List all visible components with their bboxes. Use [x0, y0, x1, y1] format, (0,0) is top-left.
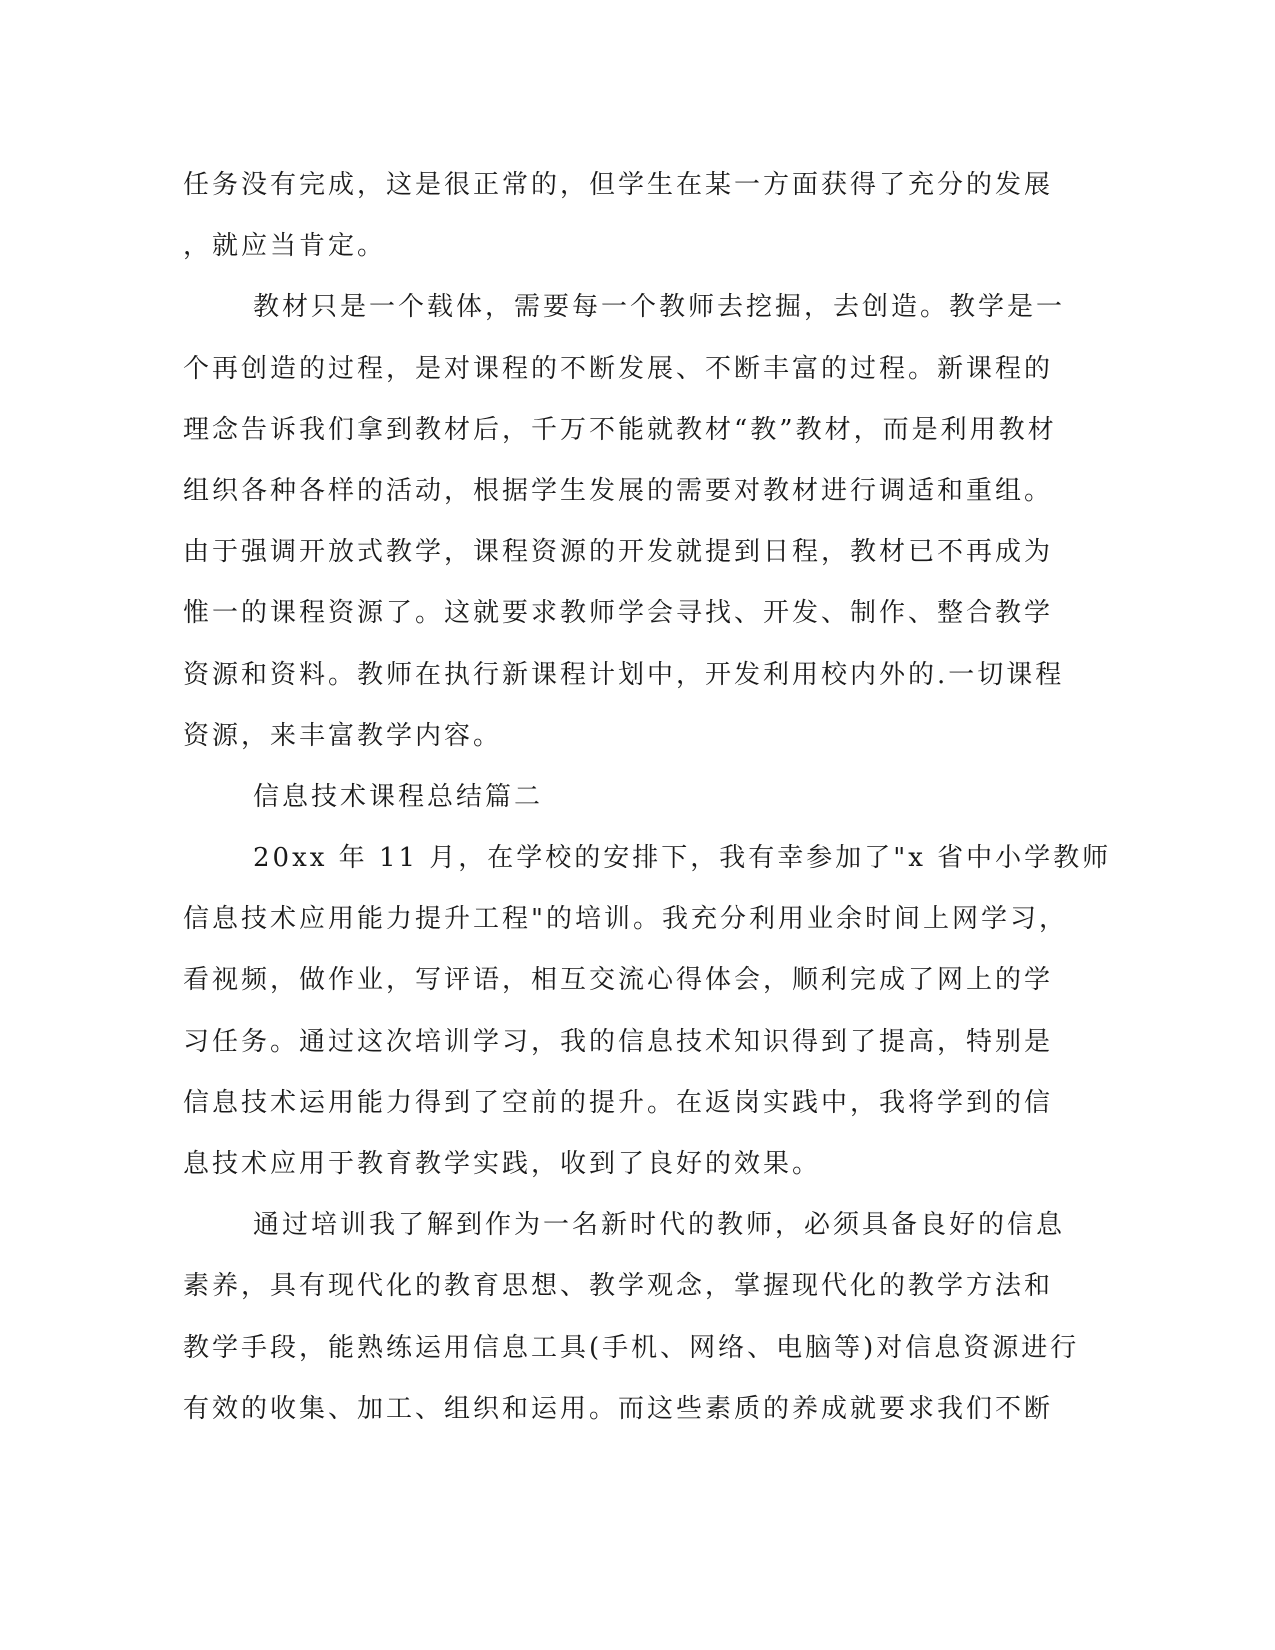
section-heading: 信息技术课程总结篇二 [253, 781, 544, 812]
paragraph-start-line: 通过培训我了解到作为一名新时代的教师，必须具备良好的信息 [253, 1210, 1066, 1241]
text-line: 由于强调开放式教学，课程资源的开发就提到日程，教材已不再成为 [183, 537, 1054, 568]
text-line: 组织各种各样的活动，根据学生发展的需要对教材进行调适和重组。 [183, 475, 1054, 506]
text-line: 信息技术运用能力得到了空前的提升。在返岗实践中，我将学到的信 [183, 1087, 1054, 1118]
text-line: 惟一的课程资源了。这就要求教师学会寻找、开发、制作、整合教学 [183, 598, 1054, 629]
text-line: 有效的收集、加工、组织和运用。而这些素质的养成就要求我们不断 [183, 1393, 1054, 1424]
text-line: 资源和资料。教师在执行新课程计划中，开发利用校内外的.一切课程 [183, 659, 1065, 690]
text-line: 素养，具有现代化的教育思想、教学观念，掌握现代化的教学方法和 [183, 1271, 1054, 1302]
text-line: 个再创造的过程，是对课程的不断发展、不断丰富的过程。新课程的 [183, 353, 1054, 384]
paragraph-start-line: 20xx 年 11 月，在学校的安排下，我有幸参加了"x 省中小学教师 [253, 843, 1112, 874]
text-line: 看视频，做作业，写评语，相互交流心得体会，顺利完成了网上的学 [183, 965, 1054, 996]
text-line: 信息技术应用能力提升工程"的培训。我充分利用业余时间上网学习， [183, 904, 1068, 935]
text-line: 习任务。通过这次培训学习，我的信息技术知识得到了提高，特别是 [183, 1026, 1054, 1057]
text-line: 资源，来丰富教学内容。 [183, 720, 503, 751]
text-line: 教学手段，能熟练运用信息工具(手机、网络、电脑等)对信息资源进行 [183, 1332, 1080, 1363]
text-line: 理念告诉我们拿到教材后，千万不能就教材“教”教材，而是利用教材 [183, 414, 1057, 445]
text-line: 任务没有完成，这是很正常的，但学生在某一方面获得了充分的发展 [183, 170, 1054, 200]
text-line: ，就应当肯定。 [183, 231, 387, 262]
document-body [183, 155, 1112, 1440]
paragraph-start-line: 教材只是一个载体，需要每一个教师去挖掘，去创造。教学是一 [253, 292, 1066, 323]
text-line: 息技术应用于教育教学实践，收到了良好的效果。 [183, 1149, 822, 1179]
